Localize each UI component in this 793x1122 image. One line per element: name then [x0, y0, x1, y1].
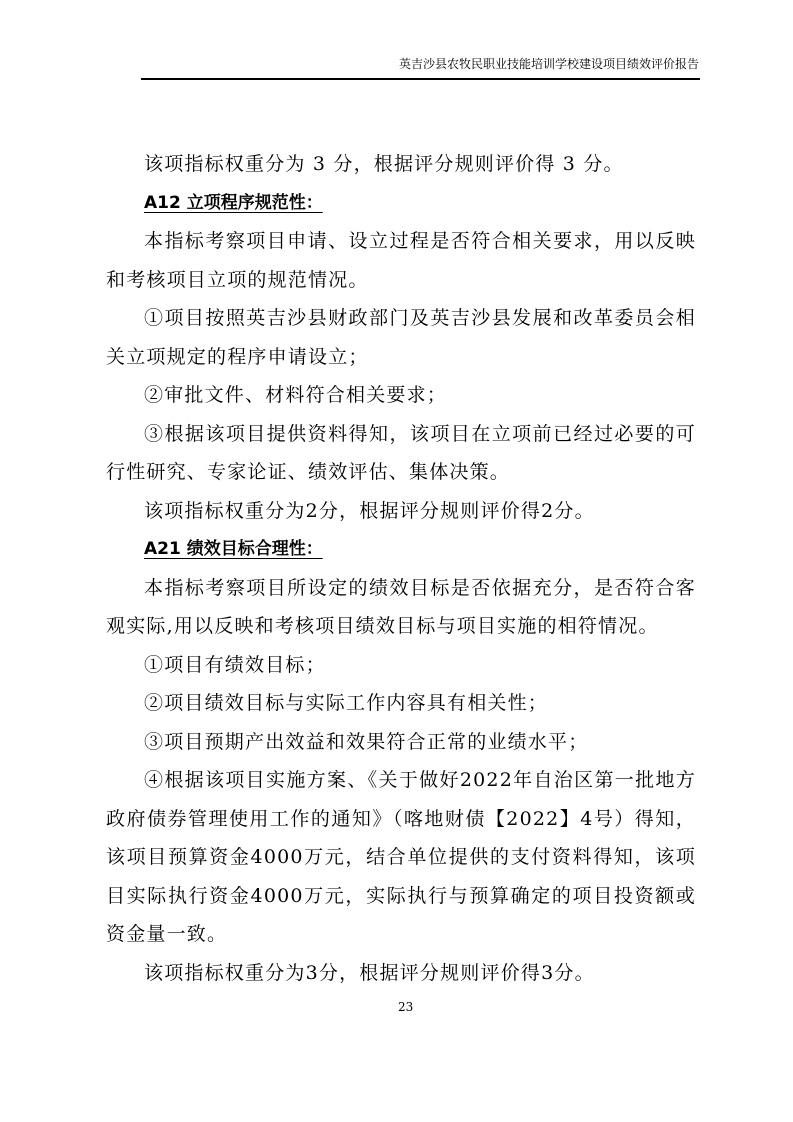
paragraph-a21-item-2: ②项目绩效目标与实际工作内容具有相关性；: [144, 692, 549, 714]
paragraph-a12-item-1: ①项目按照英吉沙县财政部门及英吉沙县发展和改革委员会相关立项规定的程序申请设立；: [106, 307, 696, 368]
paragraph-weight-a12: 该项指标权重分为2分，根据评分规则评价得2分。: [144, 499, 595, 522]
section-heading-a21: [106, 530, 696, 569]
paragraph-a12-intro: 本指标考察项目申请、设立过程是否符合相关要求，用以反映和考核项目立项的规范情况。: [106, 230, 696, 291]
page-number: 23: [398, 1000, 414, 1014]
paragraph-weight-a11: 该项指标权重分为 3 分，根据评分规则评价得 3 分。: [144, 153, 624, 175]
paragraph-a12-item-3: ③根据该项目提供资料得知，该项目在立项前已经过必要的可行性研究、专家论证、绩效评估、集体决策。: [106, 422, 696, 483]
paragraph-weight-a21: 该项指标权重分为3分，根据评分规则评价得3分。: [144, 961, 595, 984]
paragraph-a21-item-3: ③项目预期产出效益和效果符合正常的业绩水平；: [144, 730, 589, 753]
document-body: [106, 145, 696, 992]
section-heading-a12: [106, 184, 696, 223]
section-heading-a21-text: A21 绩效目标合理性：: [144, 539, 323, 559]
running-header: 英吉沙县农牧民职业技能培训学校建设项目绩效评价报告: [398, 57, 699, 71]
paragraph-a21-item-4: ④根据该项目实施方案、《关于做好2022年自治区第一批地方政府债券管理使用工作的通知》（喀地财债【2022】4号）得知，该项目预算资金4000万元，结合单位提供的支付资料得知，该项目实际执行资金4000万元，实际执行与预算确定的项目投资额或资金量一致。: [106, 769, 696, 945]
paragraph-a21-intro: 本指标考察项目所设定的绩效目标是否依据充分，是否符合客观实际,用以反映和考核项目绩效目标与项目实施的相符情况。: [106, 576, 696, 637]
section-heading-a12-text: A12 立项程序规范性：: [144, 192, 323, 213]
header-rule: [141, 78, 700, 80]
paragraph-a12-item-2: ②审批文件、材料符合相关要求；: [144, 384, 448, 406]
paragraph-a21-item-1: ①项目有绩效目标；: [144, 653, 326, 676]
